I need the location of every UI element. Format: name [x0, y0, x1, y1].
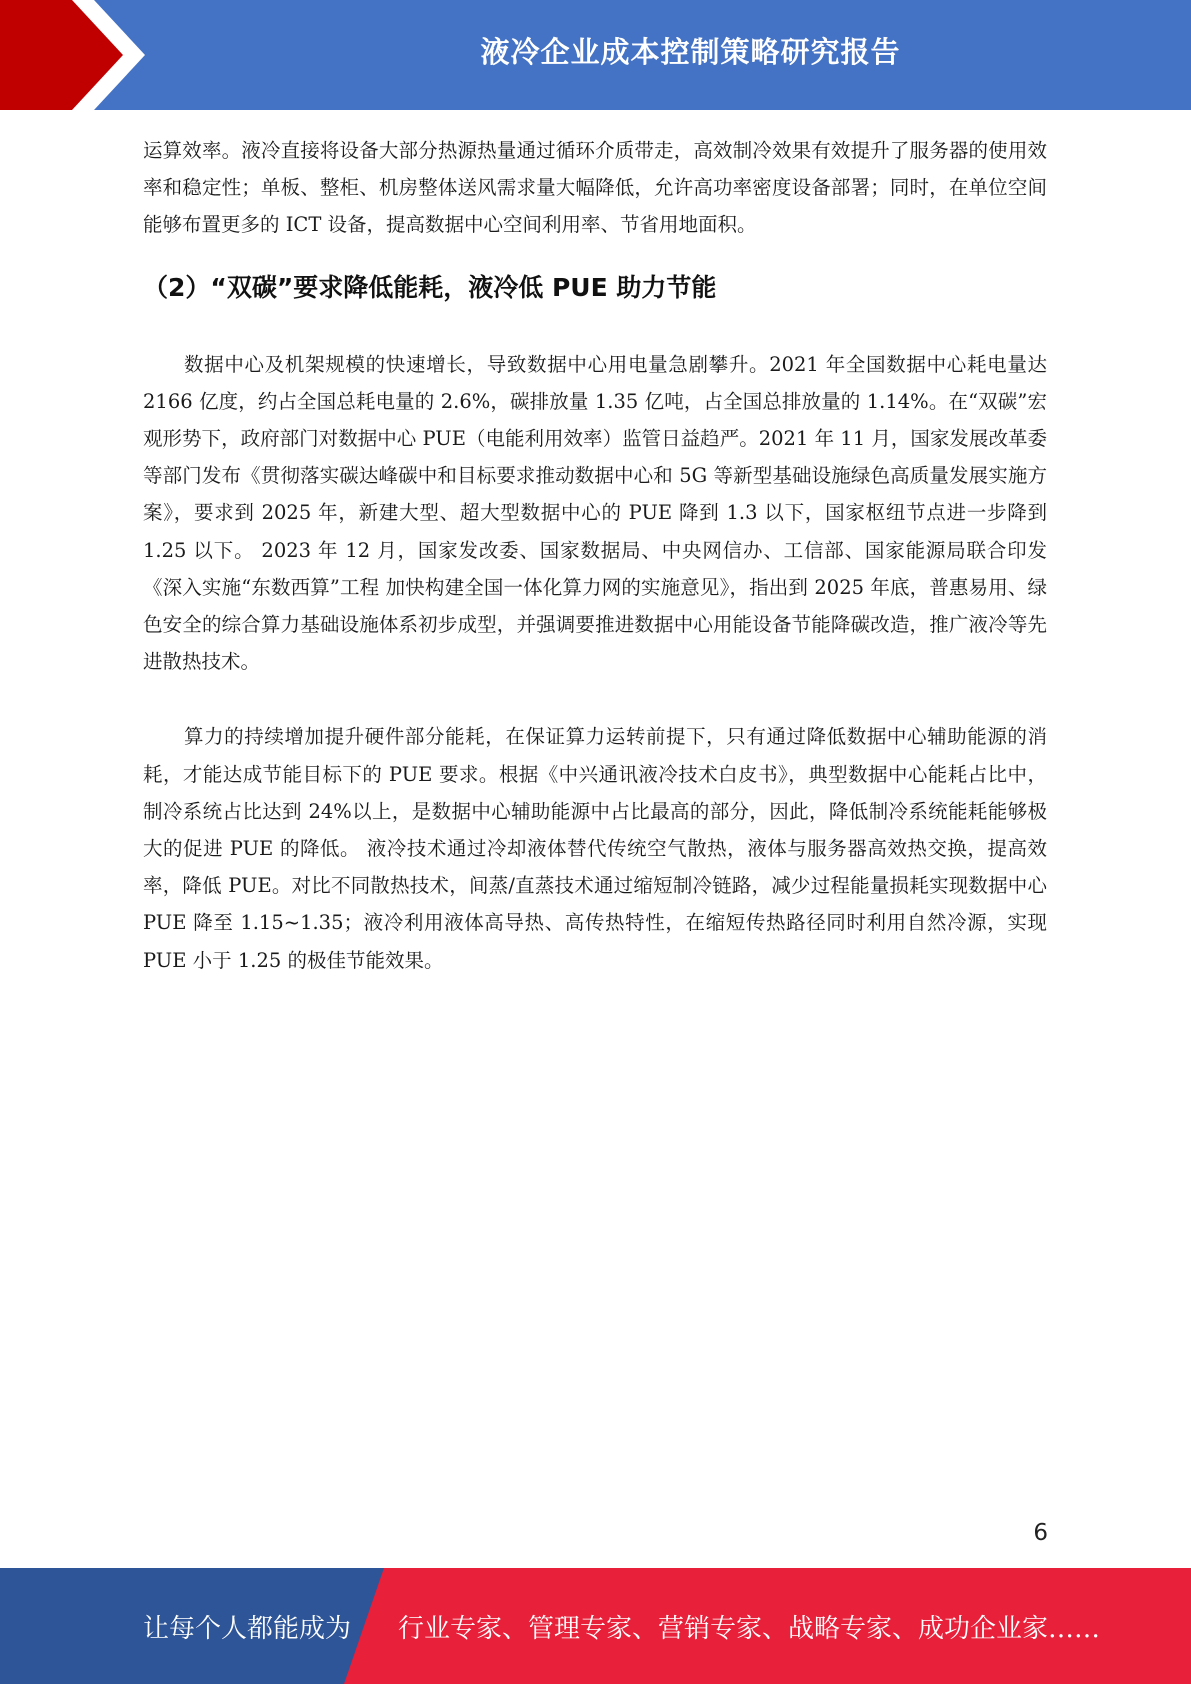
paragraph-dual-carbon: 数据中心及机架规模的快速增长，导致数据中心用电量急剧攀升。2021 年全国数据中心耗电量达 2166 亿度，约占全国总耗电量的 2.6%，碳排放量 1.35 亿吨，占全国总排放量的 1.14%。在“双碳”宏观形势下，政府部门对数据中心 PUE（电能利用效率）监管日益趋严。2021 年 11 月，国家发展改革委等部门发布《贯彻落实碳达峰碳中和目标要求推动数据中心和 5G 等新型基础设施绿色高质量发展实施方案》，要求到 2025 年，新建大型、超大型数据中心的 PUE 降到 1.3 以下，国家枢纽节点进一步降到 1.25 以下。 2023 年 12 月，国家发改委、国家数据局、中央网信办、工信部、国家能源局联合印发《深入实施“东数西算”工程 加快构建全国一体化算力网的实施意见》，指出到 2025 年底，普惠易用、绿色安全的综合算力基础设施体系初步成型，并强调要推进数据中心用能设备节能降碳改造，推广液冷等先进散热技术。	[143, 352, 1047, 674]
document-body	[143, 132, 1047, 979]
page-number: 6	[1033, 1520, 1048, 1546]
report-title: 液冷企业成本控制策略研究报告	[480, 34, 901, 69]
footer-slogan-left: 让每个人都能成为	[143, 1613, 352, 1644]
footer-slogan-right: 行业专家、管理专家、营销专家、战略专家、成功企业家……	[398, 1613, 1101, 1644]
page-header	[0, 0, 1191, 110]
section-heading: （2）“双碳”要求降低能耗，液冷低 PUE 助力节能	[143, 272, 717, 302]
paragraph-intro-continued: 运算效率。液冷直接将设备大部分热源热量通过循环介质带走，高效制冷效果有效提升了服务器的使用效率和稳定性；单板、整柜、机房整体送风需求量大幅降低，允许高功率密度设备部署；同时，在单位空间能够布置更多的 ICT 设备，提高数据中心空间利用率、节省用地面积。	[143, 139, 1047, 237]
paragraph-cooling-energy: 算力的持续增加提升硬件部分能耗，在保证算力运转前提下，只有通过降低数据中心辅助能源的消耗，才能达成节能目标下的 PUE 要求。根据《中兴通讯液冷技术白皮书》，典型数据中心能耗占比中，制冷系统占比达到 24%以上，是数据中心辅助能源中占比最高的部分，因此，降低制冷系统能耗能够极大的促进 PUE 的降低。 液冷技术通过冷却液体替代传统空气散热，液体与服务器高效热交换，提高效率，降低 PUE。对比不同散热技术，间蒸/直蒸技术通过缩短制冷链路，减少过程能量损耗实现数据中心 PUE 降至 1.15~1.35；液冷利用液体高导热、高传热特性，在缩短传热路径同时利用自然冷源，实现 PUE 小于 1.25 的极佳节能效果。	[143, 725, 1047, 972]
page-footer	[0, 1568, 1191, 1684]
